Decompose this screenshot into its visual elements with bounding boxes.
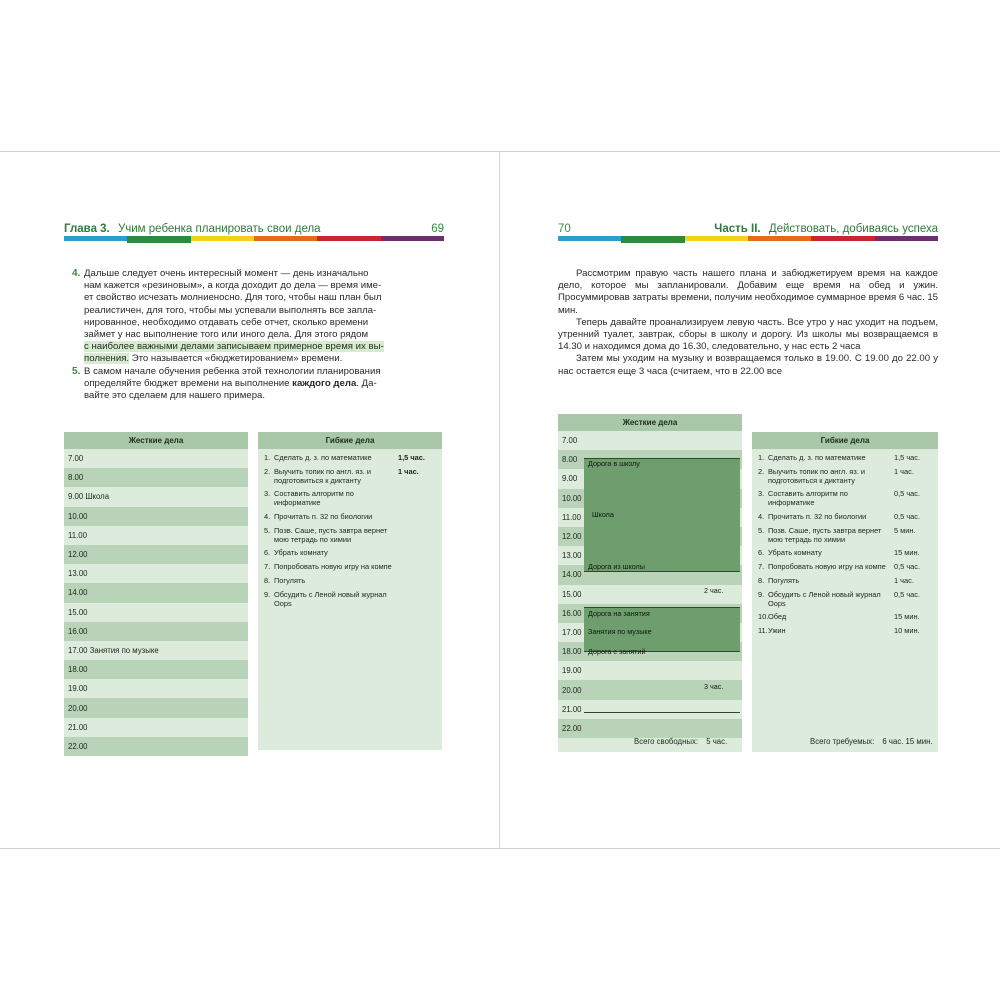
divider-line: [584, 712, 740, 713]
right-flex-tasks-panel: [752, 432, 938, 752]
time-row: 18.00: [64, 660, 248, 679]
flex-task-duration: 0,5 час.: [894, 489, 921, 499]
time-row: 21.00: [68, 722, 88, 732]
right-running-header: [558, 219, 938, 235]
text-line: определяйте бюджет времени на выполнение: [84, 377, 293, 389]
left-page-number: 69: [431, 223, 444, 235]
flex-task-duration: 15 мин.: [894, 548, 920, 558]
flex-task-item: [758, 513, 932, 522]
time-row: 8.00: [558, 450, 742, 469]
text-line: реалистичен, для того, чтобы мы успевали выполнять все запла-: [84, 304, 377, 316]
list-item-5: [68, 366, 444, 403]
total-free: [634, 737, 727, 746]
flex-task-text: Позв. Саше, пусть завтра вернет мою тетрадь по химии: [274, 525, 388, 544]
flex-task-duration: [398, 513, 436, 522]
time-row: 13.00: [562, 551, 582, 561]
time-row: 17.00 Занятия по музыке: [68, 645, 159, 655]
flex-task-text: Составить алгоритм по информатике: [274, 489, 354, 508]
flex-task-item: [264, 577, 436, 586]
flex-task-item: [758, 591, 932, 609]
flex-task-item: [758, 454, 932, 463]
panel-title: Гибкие дела: [258, 432, 442, 449]
flex-task-duration: [398, 549, 436, 558]
time-row: 19.00: [562, 666, 582, 676]
flex-task-number: 10.: [758, 612, 769, 622]
right-body-text: [558, 268, 938, 378]
flex-task-item: [758, 627, 932, 636]
flex-task-text: Позв. Саше, пусть завтра вернет мою тетрадь по химии: [768, 525, 882, 544]
text-line: вайте это сделаем для нашего примера.: [84, 390, 266, 402]
text-line: нированное, необходимо отдавать себе отчет, сколько времени: [84, 316, 369, 328]
road-to-school-label: Дорога в школу: [588, 459, 640, 468]
left-color-bar: [64, 236, 444, 241]
flex-task-text: Выучить топик по англ. яз. и подготовиться к диктанту: [768, 466, 865, 485]
flex-task-number: 8.: [264, 575, 271, 585]
flex-task-duration: 1,5 час.: [894, 453, 921, 462]
time-row: 14.00: [558, 565, 742, 584]
flex-task-number: 5.: [264, 525, 271, 535]
time-row: 9.00 Школа: [68, 492, 110, 502]
time-row: 7.00: [68, 454, 84, 464]
time-row: 13.00: [68, 569, 88, 579]
right-color-bar: [558, 236, 938, 241]
flex-task-duration: 0,5 час.: [894, 589, 921, 599]
divider-line: [584, 607, 740, 608]
flex-task-item: [264, 513, 436, 522]
flex-task-duration: 10 мин.: [894, 626, 920, 636]
flex-task-text: Попробовать новую игру на компе: [274, 562, 392, 572]
right-hard-tasks-panel: [558, 414, 742, 752]
page-edge-top: [0, 151, 1000, 152]
flex-task-text: Обед: [768, 612, 787, 622]
panel-title: Жесткие дела: [558, 414, 742, 431]
flex-task-duration: [398, 490, 436, 508]
highlighted-text: с наиболее важными делами записываем примерное время их вы-: [84, 341, 384, 353]
flex-task-number: 6.: [264, 548, 271, 558]
flex-task-item: [264, 527, 436, 545]
left-running-header: [64, 219, 444, 235]
flex-task-number: 9.: [758, 589, 765, 599]
flex-task-number: 7.: [758, 562, 765, 572]
time-row: 16.00: [64, 622, 248, 641]
highlighted-text: полнения.: [84, 353, 130, 365]
panel-title: Гибкие дела: [752, 432, 938, 449]
divider-line: [584, 571, 740, 572]
flex-task-text: Попробовать новую игру на компе: [768, 562, 886, 572]
right-page-number: 70: [558, 223, 571, 235]
left-hard-tasks-panel: [64, 432, 248, 750]
flex-task-duration: [398, 577, 436, 586]
flex-task-item: [264, 454, 436, 463]
flex-task-text: Убрать комнату: [274, 548, 328, 558]
flex-task-number: 4.: [758, 511, 765, 521]
list-item-4: [68, 268, 444, 366]
flex-task-duration: 15 мин.: [894, 612, 920, 622]
flex-task-number: 3.: [264, 489, 271, 499]
time-row: 18.00: [558, 642, 742, 661]
flex-task-number: 5.: [758, 525, 765, 535]
time-row: 16.00: [558, 604, 742, 623]
flex-task-text: Погулять: [274, 575, 306, 585]
total-required-label: Всего требуемых:: [810, 737, 875, 746]
flex-task-text: Обсудить с Леной новый журнал Oops: [768, 589, 881, 608]
time-row: 10.00: [558, 489, 742, 508]
text-line: В самом начале обучения ребенка этой технологии планирования: [84, 365, 381, 377]
flex-task-text: Прочитать п. 32 по биологии: [768, 511, 867, 521]
flex-task-item: [264, 468, 436, 486]
time-row: 21.00: [562, 704, 582, 714]
bold-text: каждого дела: [292, 377, 357, 389]
part-title: Действовать, добиваясь успеха: [768, 223, 938, 235]
time-row: 17.00: [562, 627, 582, 637]
item-number: 4.: [72, 268, 81, 279]
flex-task-duration: 1 час.: [398, 466, 419, 476]
music-label: Занятия по музыке: [588, 627, 652, 636]
flex-task-text: Прочитать п. 32 по биологии: [274, 511, 373, 521]
left-body-text: [68, 268, 444, 402]
flex-task-item: [758, 468, 932, 486]
road-from-school-label: Дорога из школы: [588, 562, 645, 571]
left-flex-tasks-panel: [258, 432, 442, 750]
time-row: 12.00: [64, 545, 248, 564]
time-row: 15.00: [562, 589, 582, 599]
flex-task-text: Сделать д. з. по математике: [768, 453, 866, 462]
flex-task-item: [264, 490, 436, 508]
text-line: Это называется «бюджетированием» времени.: [129, 353, 343, 365]
flex-task-text: Убрать комнату: [768, 548, 822, 558]
flex-task-duration: [398, 563, 436, 572]
time-row: 22.00: [558, 719, 742, 738]
time-row: 11.00: [68, 530, 87, 540]
free-time-3: 3 час.: [704, 682, 724, 691]
text-line: Дальше следует очень интересный момент — день изначально: [84, 268, 369, 279]
panel-title: Жесткие дела: [64, 432, 248, 449]
paragraph: Теперь давайте проанализируем левую часть. Все утро у нас уходит на подъем, утренний туалет, завтрак, сборы в школу и дорогу. Из школы мы возвращаемся в 14.30 и находимся дома до 16.30, следовательно, у нас есть 2 часа: [558, 316, 938, 353]
total-free-label: Всего свободных:: [634, 737, 699, 746]
flex-task-duration: [398, 527, 436, 545]
flex-task-number: 7.: [264, 562, 271, 572]
total-free-value: 5 час.: [706, 737, 728, 746]
flex-task-item: [758, 527, 932, 545]
total-required: [810, 737, 933, 746]
page-edge-bottom: [0, 848, 1000, 849]
time-row: 7.00: [562, 436, 578, 446]
flex-task-number: 2.: [264, 466, 271, 476]
flex-task-number: 1.: [264, 453, 271, 462]
flex-task-text: Сделать д. з. по математике: [274, 453, 372, 462]
flex-task-text: Ужин: [768, 626, 786, 636]
flex-task-number: 6.: [758, 548, 765, 558]
time-row: 8.00: [64, 468, 248, 487]
chapter-title: Учим ребенка планировать свои дела: [117, 223, 321, 235]
time-row: 20.00: [558, 680, 742, 699]
road-from-lessons-label: Дорога с занятий: [588, 647, 646, 656]
road-to-lessons-label: Дорога на занятия: [588, 609, 650, 618]
flex-task-duration: 1,5 час.: [398, 453, 425, 462]
time-row: 12.00: [558, 527, 742, 546]
school-label: Школа: [592, 510, 614, 519]
flex-task-text: Составить алгоритм по информатике: [768, 489, 848, 508]
flex-task-text: Обсудить с Леной новый журнал Oops: [274, 589, 387, 608]
flex-task-number: 9.: [264, 589, 271, 599]
flex-task-item: [758, 549, 932, 558]
flex-task-number: 1.: [758, 453, 765, 462]
flex-task-item: [758, 577, 932, 586]
text-line: нам кажется «резиновым», а когда доходит до дела — время име-: [84, 280, 382, 292]
part-label: Часть II.: [714, 223, 761, 235]
paragraph: Затем мы уходим на музыку и возвращаемся только в 19.00. С 19.00 до 22.00 у нас остается еще 3 часа (считаем, что в 22.00 все: [558, 353, 938, 377]
free-time-2: 2 час.: [704, 586, 724, 595]
paragraph: Рассмотрим правую часть нашего плана и забюджетируем время на каждое дело, которое мы запланировали. Добавим еще время на обед и ужин. Просуммировав затраты времени, получим необходимое суммарное время 6 час. 15 мин.: [558, 268, 938, 316]
item-number: 5.: [72, 365, 81, 377]
time-row: 14.00: [64, 583, 248, 602]
flex-task-item: [758, 490, 932, 508]
flex-task-item: [264, 549, 436, 558]
flex-task-number: 3.: [758, 489, 765, 499]
flex-task-number: 8.: [758, 575, 765, 585]
flex-task-text: Погулять: [768, 575, 800, 585]
flex-task-item: [758, 613, 932, 622]
time-row: 15.00: [68, 607, 88, 617]
time-row: 22.00: [64, 737, 248, 756]
time-row: 9.00: [562, 474, 578, 484]
flex-task-duration: 0,5 час.: [894, 511, 921, 521]
flex-task-duration: 5 мин.: [894, 525, 916, 535]
time-row: 20.00: [64, 698, 248, 717]
flex-task-item: [264, 563, 436, 572]
text-line: . Да-: [356, 377, 377, 389]
flex-task-duration: 1 час.: [894, 466, 914, 476]
flex-task-number: 4.: [264, 511, 271, 521]
time-row: 10.00: [64, 507, 248, 526]
flex-task-item: [758, 563, 932, 572]
flex-task-duration: [398, 591, 436, 609]
book-gutter: [499, 152, 500, 848]
flex-task-number: 2.: [758, 466, 765, 476]
flex-task-duration: 1 час.: [894, 575, 914, 585]
flex-task-text: Выучить топик по англ. яз. и подготовиться к диктанту: [274, 466, 371, 485]
text-line: ет свойство исчезать молниеносно. Для того, чтобы наш план был: [84, 292, 382, 304]
total-required-value: 6 час. 15 мин.: [882, 737, 933, 746]
time-row: 11.00: [562, 512, 581, 522]
flex-task-item: [264, 591, 436, 609]
time-row: 19.00: [68, 684, 88, 694]
chapter-label: Глава 3.: [64, 223, 110, 235]
text-line: займет у нас выполнение того или иного дела. Для этого рядом: [84, 329, 369, 341]
flex-task-duration: 0,5 час.: [894, 562, 921, 572]
flex-task-number: 11.: [758, 626, 768, 636]
